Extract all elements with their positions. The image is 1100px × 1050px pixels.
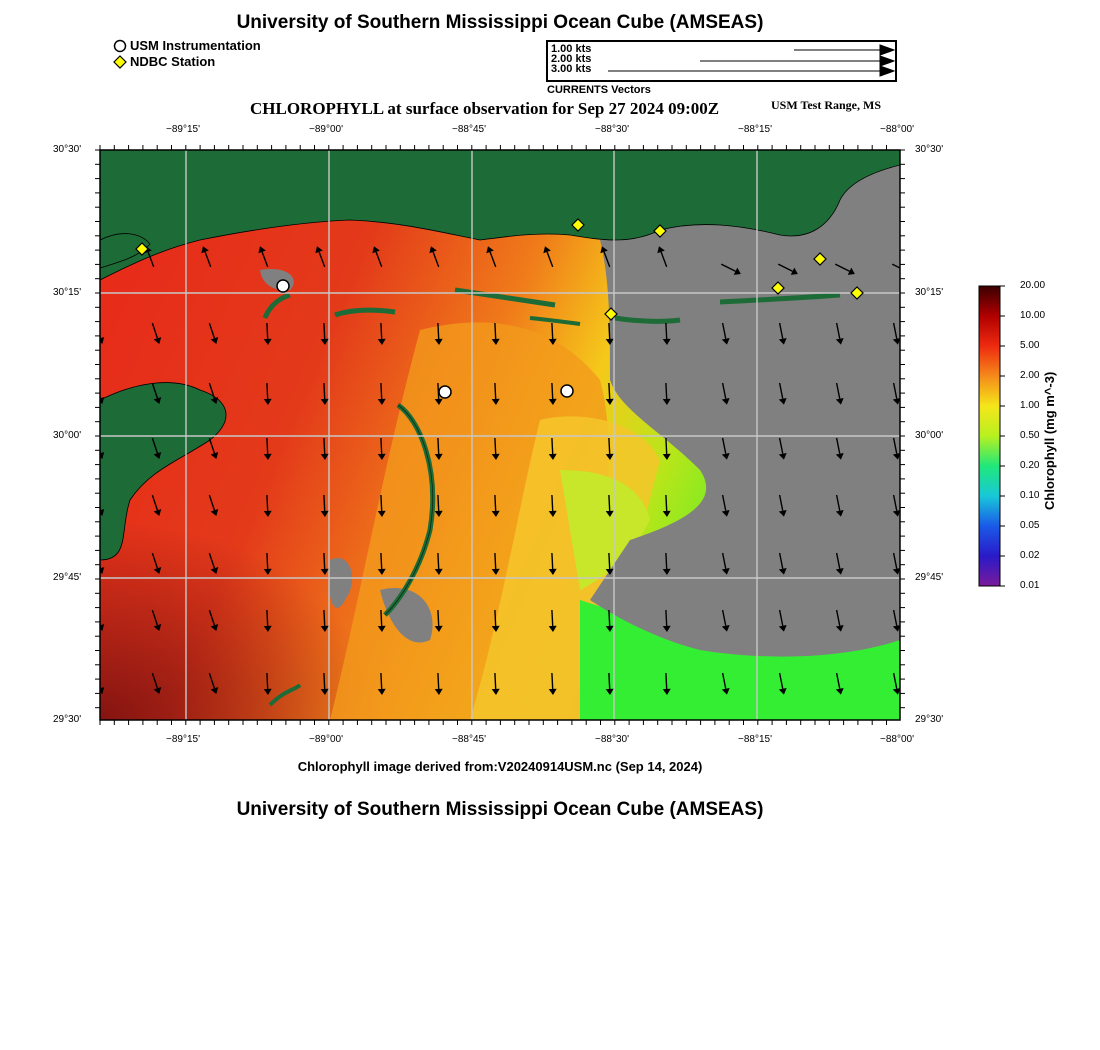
lon-label-top: −89°00' [309,124,343,135]
current-vector-shaft [324,495,325,511]
current-vector-shaft [495,610,496,626]
current-vector-shaft [438,495,439,511]
current-vector-shaft [324,323,325,339]
scale-2kt-label: 2.00 kts [551,53,592,65]
current-vector-shaft [666,323,667,339]
colorbar-label: 5.00 [1020,340,1040,351]
page-title: University of Southern Mississippi Ocean Cube (AMSEAS) [236,12,764,33]
scale-1kt-label: 1.00 kts [551,43,592,55]
current-vector-shaft [495,495,496,511]
source-caption: Chlorophyll image derived from:V20240914USM.nc (Sep 14, 2024) [297,759,703,774]
current-vector-shaft [267,383,268,399]
colorbar-scale [979,286,1000,586]
lat-label-right: 30°30' [915,144,944,155]
lat-label-left: 29°45' [53,572,82,583]
current-vector-shaft [552,323,553,339]
current-vector-shaft [267,438,268,454]
current-vector-shaft [666,383,667,399]
current-vector-shaft [324,673,325,689]
lon-label-top: −88°30' [595,124,629,135]
usm-instrument-marker [561,385,573,397]
current-vector-shaft [495,553,496,569]
current-vector-shaft [381,323,382,339]
current-vector-shaft [552,610,553,626]
colorbar [979,286,1005,586]
current-vector-shaft [267,610,268,626]
lon-label-bottom: −89°15' [166,734,200,745]
current-vector-shaft [495,383,496,399]
colorbar-label: 20.00 [1020,280,1046,291]
lon-label-bottom: −88°15' [738,734,772,745]
current-vector-shaft [609,383,610,399]
current-vector-shaft [267,673,268,689]
current-vector-shaft [666,610,667,626]
current-vector-shaft [609,673,610,689]
lon-label-top: −88°15' [738,124,772,135]
colorbar-label: 0.10 [1020,490,1040,501]
lon-label-bottom: −88°45' [452,734,486,745]
current-vector-shaft [666,495,667,511]
current-vector-shaft [324,610,325,626]
current-vector-shaft [381,553,382,569]
lon-label-bottom: −89°00' [309,734,343,745]
current-vector-shaft [609,553,610,569]
lat-label-left: 30°00' [53,430,82,441]
current-vector-shaft [324,438,325,454]
current-vector-shaft [438,610,439,626]
current-vector-shaft [609,323,610,339]
current-vector-shaft [666,673,667,689]
lat-label-right: 30°00' [915,430,944,441]
footer-title: University of Southern Mississippi Ocean Cube (AMSEAS) [236,799,764,820]
colorbar-label: 0.20 [1020,460,1040,471]
current-vector-shaft [438,553,439,569]
current-vector-shaft [381,438,382,454]
colorbar-label: 0.01 [1020,580,1040,591]
current-vector-head [87,246,94,253]
lat-label-left: 30°15' [53,287,82,298]
lat-label-right: 30°15' [915,287,944,298]
usm-instrument-marker [439,386,451,398]
current-vector-shaft [495,438,496,454]
colorbar-title: Chlorophyll (mg m^-3) [1042,371,1057,510]
usm-legend-label: USM Instrumentation [130,38,261,53]
current-vector-shaft [381,383,382,399]
current-vector-shaft [324,553,325,569]
current-vector-shaft [267,553,268,569]
ndbc-legend-label: NDBC Station [130,54,216,69]
current-vector-shaft [552,495,553,511]
lon-label-bottom: −88°30' [595,734,629,745]
current-vector-shaft [609,438,610,454]
current-vector-shaft [552,438,553,454]
current-vector-shaft [495,323,496,339]
current-vector-shaft [609,495,610,511]
lat-label-right: 29°45' [915,572,944,583]
current-vector-shaft [552,383,553,399]
current-vector-shaft [438,323,439,339]
colorbar-label: 2.00 [1020,370,1040,381]
scale-3kt-label: 3.00 kts [551,63,592,75]
lat-label-left: 29°30' [53,714,82,725]
current-vector-shaft [438,438,439,454]
range-label: USM Test Range, MS [771,98,882,112]
current-vector-shaft [438,673,439,689]
current-vector-shaft [666,553,667,569]
current-vector-shaft [666,438,667,454]
colorbar-label: 10.00 [1020,310,1046,321]
current-vector-shaft [267,495,268,511]
current-vector-shaft [495,673,496,689]
lon-label-top: −88°00' [880,124,914,135]
lon-label-bottom: −88°00' [880,734,914,745]
lon-label-top: −89°15' [166,124,200,135]
map-subtitle: CHLOROPHYLL at surface observation for Sep 27 2024 09:00Z [250,99,720,118]
current-vector-shaft [609,610,610,626]
lon-label-top: −88°45' [452,124,486,135]
current-vector-shaft [381,610,382,626]
current-vector-shaft [267,323,268,339]
colorbar-label: 0.02 [1020,550,1040,561]
current-vector-shaft [381,495,382,511]
current-vector-shaft [552,673,553,689]
map-canvas [87,150,912,720]
lat-label-right: 29°30' [915,714,944,725]
current-vector-head [905,268,912,275]
lat-label-left: 30°30' [53,144,82,155]
colorbar-label: 0.05 [1020,520,1040,531]
current-vector-shaft [324,383,325,399]
colorbar-label: 1.00 [1020,400,1040,411]
colorbar-label: 0.50 [1020,430,1040,441]
current-vector-shaft [381,673,382,689]
currents-caption: CURRENTS Vectors [547,84,651,96]
current-vector-shaft [552,553,553,569]
usm-instrument-marker [277,280,289,292]
